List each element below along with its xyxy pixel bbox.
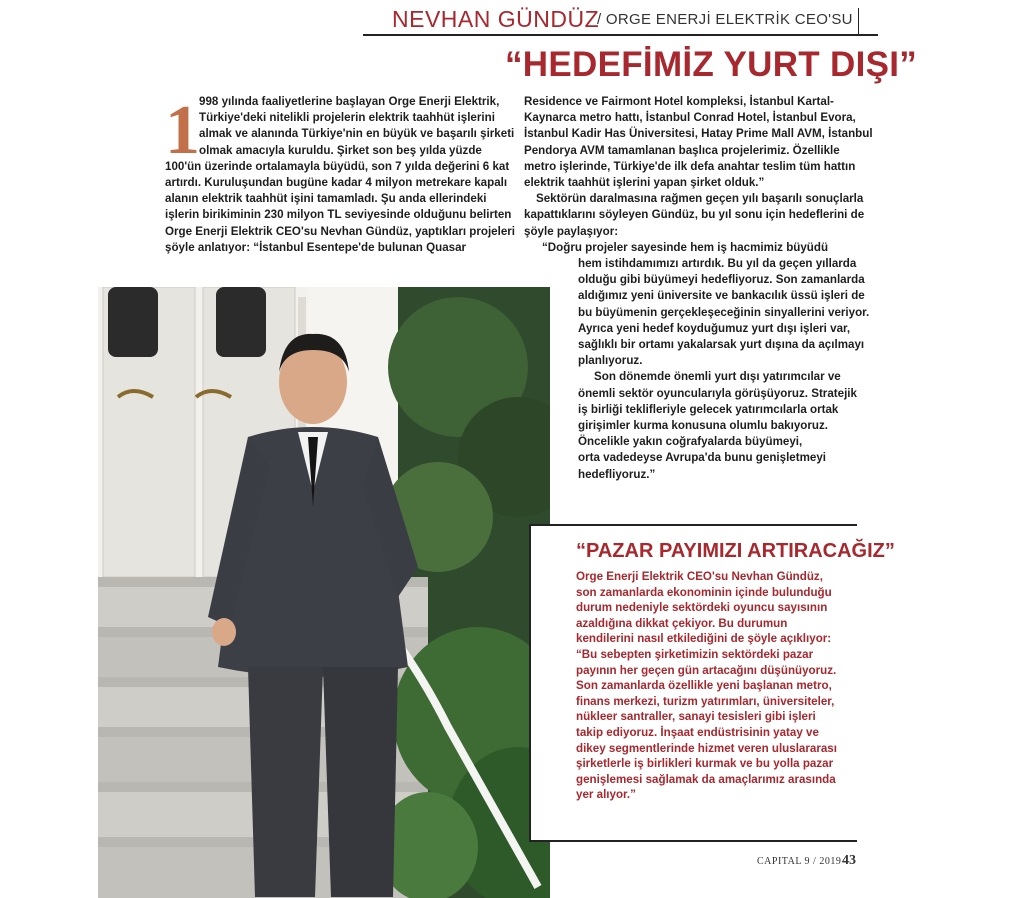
author-role: / ORGE ENERJİ ELEKTRİK CEO'SU	[597, 11, 853, 28]
paragraph-line: Orge Enerji Elektrik CEO'su Nevhan Gündüz, yaptıkları projeleri	[165, 224, 516, 238]
sidebar-line: finans merkezi, turizm yatırımları, üniversiteler,	[576, 694, 835, 708]
quote-line: planlıyoruz.	[578, 354, 643, 368]
paragraph-line: işlerin birikiminin 230 milyon TL seviyesinde olduğunu belirten	[165, 208, 512, 222]
paragraph-line: Kaynarca metro hattı, İstanbul Conrad Hotel, İstanbul Evora,	[524, 111, 856, 125]
paragraph-line: olmak amacıyla kuruldu. Şirket son beş yılda yüzde	[199, 143, 482, 157]
quote-line: Son dönemde önemli yurt dışı yatırımcılar ve	[594, 370, 841, 384]
paragraph-line: elektrik taahhüt işlerini yapan şirket olduk.”	[524, 176, 765, 190]
quote-block	[524, 240, 870, 483]
paragraph-line: İstanbul Kadir Has Üniversitesi, Hatay Prime Mall AVM, İstanbul	[524, 127, 873, 141]
paragraph-line: Türkiye'deki nitelikli projelerin elektrik taahhüt işlerini	[199, 111, 495, 125]
header-divider	[363, 34, 878, 36]
sidebar-line: genişlemesi sağlamak da amaçlarımız arasında	[576, 772, 836, 786]
paragraph-line: almak ve alanında Türkiye'nin en büyük ve başarılı şirketi	[199, 127, 515, 141]
sidebar-line: Orge Enerji Elektrik CEO'su Nevhan Gündüz,	[576, 570, 823, 583]
article-headline: “HEDEFİMİZ YURT DIŞI”	[505, 45, 918, 84]
quote-line: aldığımız yeni üniversite ve bankacılık üssü işleri de	[578, 289, 865, 303]
paragraph-line: Sektörün daralmasına rağmen geçen yılı başarılı sonuçlarla	[536, 192, 864, 206]
paragraph-line: alanın elektrik taahhüt işini tamamladı. Şu anda ellerindeki	[165, 192, 487, 206]
header-tick-divider	[858, 8, 859, 36]
sidebar-body	[576, 569, 837, 803]
sidebar-line: kendilerini nasıl etkilediğini de şöyle açıklıyor:	[576, 632, 832, 646]
article-column-1	[165, 94, 524, 256]
quote-line: bu büyümenin gerçekleşeceğinin sinyallerini veriyor.	[578, 305, 870, 319]
paragraph-line: 998 yılında faaliyetlerine başlayan Orge Enerji Elektrik,	[199, 95, 500, 108]
page-number: 43	[842, 853, 856, 868]
sidebar-line: dikey segmentlerinde hizmet veren uluslararası	[576, 741, 837, 755]
article-column-2	[524, 94, 873, 483]
quote-line: olduğu gibi büyümeyi hedefliyoruz. Son zamanlarda	[578, 273, 865, 287]
sidebar-line: durum nedeniyle sektördeki oyuncu sayısının	[576, 601, 828, 615]
sidebar-title: “PAZAR PAYIMIZI ARTIRACAĞIZ”	[576, 540, 895, 562]
quote-line: Ayrıca yeni hedef koyduğumuz yurt dışı işleri var,	[578, 321, 851, 335]
author-name: NEVHAN GÜNDÜZ	[392, 6, 600, 32]
sidebar-line: takip ediyoruz. İnşaat endüstrisinin yatay ve	[576, 725, 819, 739]
sidebar-line: yer alıyor.”	[576, 788, 636, 802]
paragraph-line: artırdı. Kuruluşundan bugüne kadar 4 milyon metrekare kapalı	[165, 176, 508, 190]
quote-line: sağlıklı bir ortamı yakalarsak yurt dışına da açılmayı	[578, 338, 865, 352]
quote-line: Öncelikle yakın coğrafyalarda büyümeyi,	[578, 435, 803, 449]
paragraph-line: Residence ve Fairmont Hotel kompleksi, İstanbul Kartal-	[524, 95, 834, 108]
quote-line: hem istihdamımızı artırdık. Bu yıl da geçen yıllarda	[578, 257, 857, 271]
sidebar-line: nükleer santraller, sanayi tesisleri gibi işleri	[576, 710, 816, 724]
quote-line: hedefliyoruz.”	[578, 467, 656, 481]
paragraph-line: kapattıklarını söyleyen Gündüz, bu yıl sonu için hedeflerini de	[524, 208, 865, 222]
portrait-photo	[98, 287, 550, 898]
magazine-issue: CAPITAL 9 / 2019	[757, 856, 842, 867]
quote-line: önemli sektör oyuncularıyla görüşüyoruz. Stratejik	[578, 386, 857, 400]
quote-line: iş birliği teklifleriyle gelecek yatırımcılarla ortak	[578, 402, 839, 416]
paragraph-line: 100'ün üzerinde ortalamayla büyüdü, son 7 yılda değerini 6 kat	[165, 159, 510, 173]
sidebar-line: azaldığına dikkat çekiyor. Bu durumun	[576, 616, 788, 630]
drop-cap: 1	[165, 92, 200, 169]
sidebar-line: “Bu sebepten şirketimizin sektördeki pazar	[576, 647, 814, 661]
quote-line: “Doğru projeler sayesinde hem iş hacmimiz büyüdü	[542, 240, 829, 254]
sidebar-line: Son zamanlarda özellikle yeni başlanan metro,	[576, 679, 832, 693]
portrait-illustration	[98, 287, 550, 898]
paragraph-line: şöyle anlatıyor: “İstanbul Esentepe'de bulunan Quasar	[165, 240, 467, 254]
quote-line: orta vadedeyse Avrupa'da bunu genişletmeyi	[578, 451, 827, 465]
sidebar-line: şirketlerle iş birlikleri kurmak ve bu yolla pazar	[576, 757, 834, 771]
sidebar-line: payının her geçen gün artacağını düşünüyoruz.	[576, 663, 837, 677]
paragraph-line: Pendorya AVM tamamlanan başlıca projelerimiz. Özellikle	[524, 143, 840, 157]
sidebar-line: son zamanlarda ekonominin içinde bulunduğu	[576, 585, 832, 599]
paragraph-line: metro işlerinde, Türkiye'de ilk defa anahtar teslim tüm hattın	[524, 159, 856, 173]
quote-line: girişimler kurma konusuna olumlu bakıyoruz.	[578, 419, 828, 433]
paragraph-line: şöyle paylaşıyor:	[524, 224, 619, 238]
